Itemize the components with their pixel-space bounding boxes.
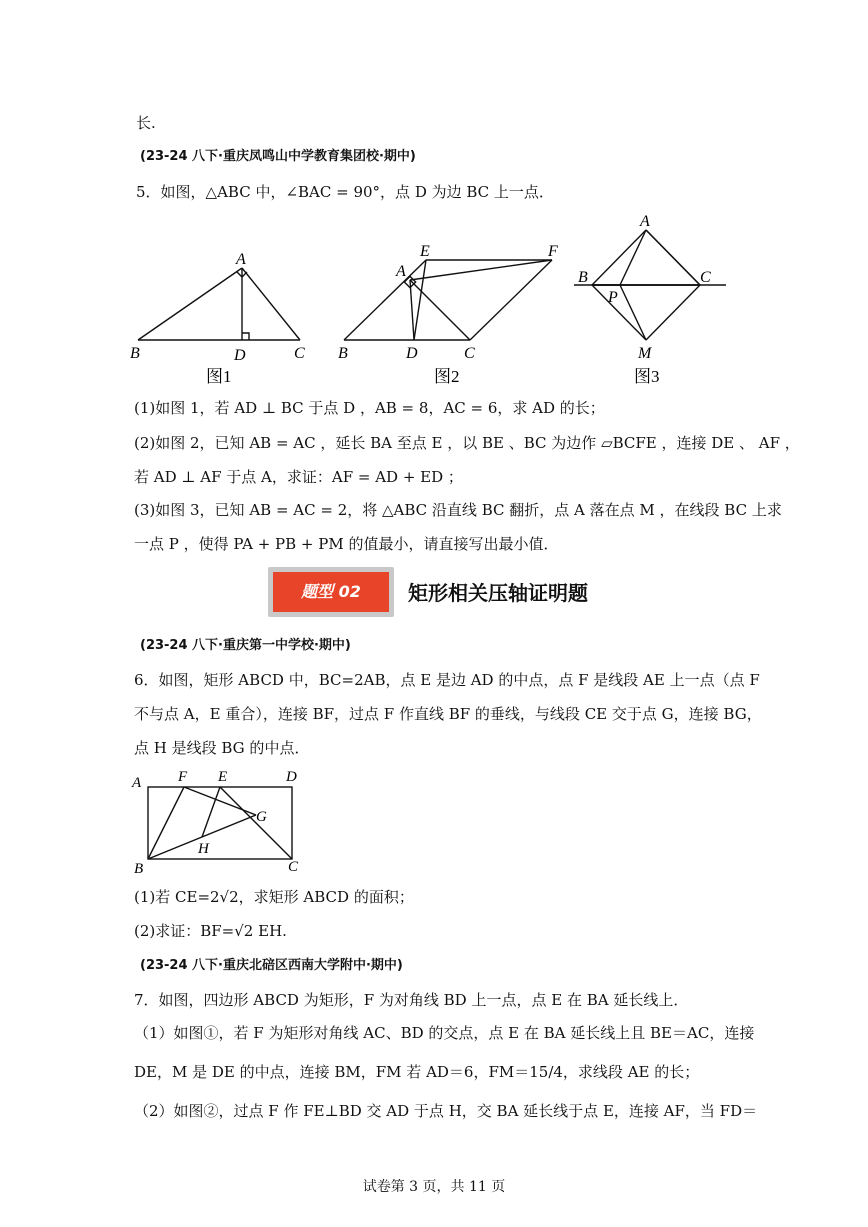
label-E: E — [218, 769, 228, 785]
section-title: 矩形相关压轴证明题 — [408, 581, 588, 605]
figure-rectangle — [128, 765, 308, 877]
source-tag: (23-24 八下·重庆北碚区西南大学附中·期中) — [140, 958, 403, 973]
label-C: C — [464, 345, 475, 362]
text-line: 点 H 是线段 BG 的中点． — [134, 739, 310, 757]
section-badge-label: 题型 02 — [273, 572, 389, 612]
label-C: C — [294, 345, 305, 362]
problem-5-part-3: (3)如图 3，已知 AB = AC = 2，将 △ABC 沿直线 BC 翻折，点 A 落在点 M ，在线段 BC 上求 — [134, 501, 782, 519]
caption-fig2: 图2 — [434, 367, 460, 386]
label-F: F — [178, 769, 188, 785]
figure-3 — [572, 208, 730, 390]
label-B: B — [130, 345, 140, 362]
figure-1 — [126, 246, 322, 390]
label-D: D — [286, 769, 297, 785]
problem-7-part-1: （1）如图①，若 F 为矩形对角线 AC、BD 的交点，点 E 在 BA 延长线上且 BE＝AC，连接 — [134, 1024, 755, 1042]
label-C: C — [288, 859, 299, 875]
label-B: B — [338, 345, 348, 362]
problem-5-stem: 5．如图，△ABC 中，∠BAC = 90°，点 D 为边 BC 上一点． — [136, 183, 554, 201]
label-A: A — [640, 213, 650, 230]
label-B: B — [578, 269, 588, 286]
text-line: 若 AD ⊥ AF 于点 A，求证：AF = AD + ED ； — [134, 468, 463, 486]
label-B: B — [134, 861, 144, 877]
label-D: D — [234, 347, 246, 364]
label-F: F — [548, 243, 558, 260]
problem-7-stem: 7．如图，四边形 ABCD 为矩形，F 为对角线 BD 上一点，点 E 在 BA 延长线上． — [134, 991, 689, 1009]
section-badge — [268, 567, 394, 617]
caption-fig1: 图1 — [206, 367, 232, 386]
problem-6-stem: 6．如图，矩形 ABCD 中，BC=2AB，点 E 是边 AD 的中点，点 F 是线段 AE 上一点（点 F — [134, 671, 760, 689]
text-line: DE，M 是 DE 的中点，连接 BM，FM 若 AD＝6，FM＝15/4，求线段 AE 的长； — [134, 1063, 700, 1081]
label-D: D — [406, 345, 418, 362]
page-footer: 试卷第 3 页，共 11 页 — [362, 1179, 506, 1195]
label-G: G — [256, 809, 267, 825]
problem-5-part-1: (1)如图 1，若 AD ⊥ BC 于点 D ，AB = 8，AC = 6，求 AD 的长； — [134, 399, 605, 417]
source-tag: (23-24 八下·重庆第一中学校·期中) — [140, 638, 351, 653]
label-A: A — [236, 251, 246, 268]
label-P: P — [608, 289, 618, 306]
label-A: A — [396, 263, 406, 280]
label-C: C — [700, 269, 711, 286]
label-E: E — [420, 243, 430, 260]
text-line: 长. — [136, 114, 156, 132]
figure-2 — [334, 238, 564, 390]
problem-6-part-1: (1)若 CE=2√2，求矩形 ABCD 的面积； — [134, 888, 414, 906]
problem-7-part-2: （2）如图②，过点 F 作 FE⊥BD 交 AD 于点 H，交 BA 延长线于点 E，连接 AF，当 FD＝ — [134, 1102, 758, 1120]
problem-5-part-2: (2)如图 2，已知 AB = AC ，延长 BA 至点 E ，以 BE 、BC 为边作 ▱BCFE ，连接 DE 、 AF ， — [134, 434, 800, 452]
text-line: 不与点 A，E 重合），连接 BF，过点 F 作直线 BF 的垂线，与线段 CE 交于点 G，连接 BG， — [134, 705, 762, 723]
label-A: A — [132, 775, 142, 791]
text-line: 一点 P ，使得 PA + PB + PM 的值最小，请直接写出最小值． — [134, 535, 559, 553]
label-M: M — [638, 345, 652, 362]
caption-fig3: 图3 — [634, 367, 660, 386]
label-H: H — [198, 841, 209, 857]
source-tag: (23-24 八下·重庆凤鸣山中学教育集团校·期中) — [140, 149, 416, 164]
problem-6-part-2: (2)求证：BF=√2 EH. — [134, 922, 287, 940]
